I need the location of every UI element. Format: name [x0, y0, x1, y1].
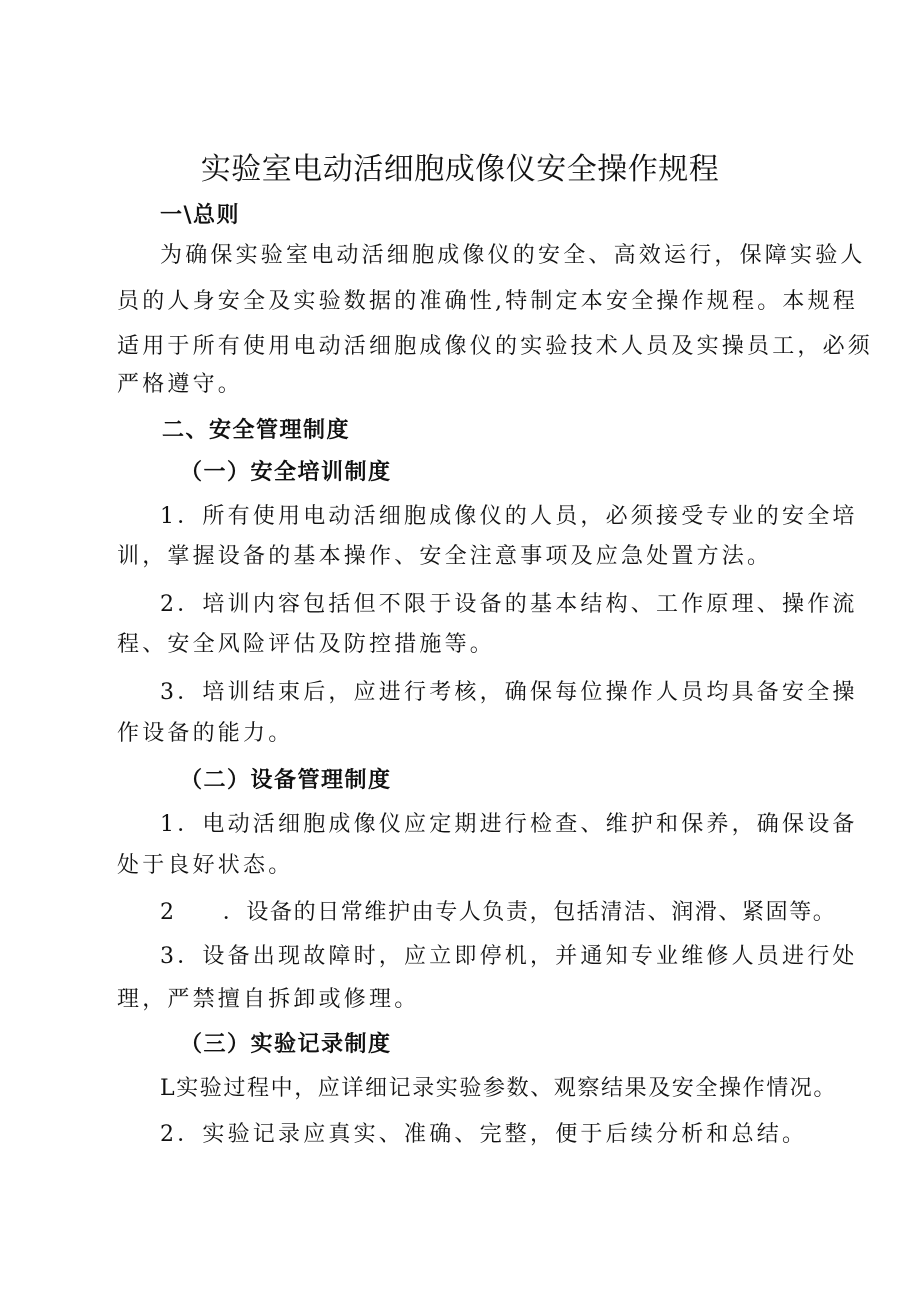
paragraph-line: 适用于所有使用电动活细胞成像仪的实验技术人员及实操员工，必须 [117, 334, 874, 359]
paragraph-line: 2 ．设备的日常维护由专人负责，包括清洁、润滑、紧固等。 [160, 900, 837, 925]
paragraph-line: 理，严禁擅自拆卸或修理。 [117, 987, 420, 1012]
paragraph-line: 1．所有使用电动活细胞成像仪的人员，必须接受专业的安全培 [160, 504, 858, 529]
section-heading-general: 一\总则 [160, 203, 241, 228]
paragraph-line: L实验过程中，应详细记录实验参数、观察结果及安全操作情况。 [160, 1076, 838, 1101]
paragraph-line: 严格遵守。 [117, 372, 244, 397]
paragraph-line: 作设备的能力。 [117, 721, 294, 746]
paragraph-line: 3．培训结束后，应进行考核，确保每位操作人员均具备安全操 [160, 680, 858, 705]
paragraph-line: 处于良好状态。 [117, 853, 294, 878]
subsection-heading-equipment: （二）设备管理制度 [180, 768, 392, 793]
paragraph-line: 员的人身安全及实验数据的准确性,特制定本安全操作规程。本规程 [117, 289, 858, 314]
paragraph-line: 程、安全风险评估及防控措施等。 [117, 632, 496, 657]
paragraph-line: 为确保实验室电动活细胞成像仪的安全、高效运行，保障实验人 [160, 243, 866, 268]
paragraph-line: 1．电动活细胞成像仪应定期进行检查、维护和保养，确保设备 [160, 812, 858, 837]
page-title: 实验室电动活细胞成像仪安全操作规程 [200, 152, 720, 187]
subsection-heading-records: （三）实验记录制度 [180, 1032, 392, 1057]
subsection-heading-training: （一）安全培训制度 [180, 460, 392, 485]
paragraph-line: 2．实验记录应真实、准确、完整，便于后续分析和总结。 [160, 1122, 808, 1147]
paragraph-line: 训，掌握设备的基本操作、安全注意事项及应急处置方法。 [117, 544, 773, 569]
paragraph-line: 2．培训内容包括但不限于设备的基本结构、工作原理、操作流 [160, 592, 858, 617]
paragraph-line: 3．设备出现故障时，应立即停机，并通知专业维修人员进行处 [160, 944, 858, 969]
section-heading-management: 二、安全管理制度 [162, 418, 351, 443]
